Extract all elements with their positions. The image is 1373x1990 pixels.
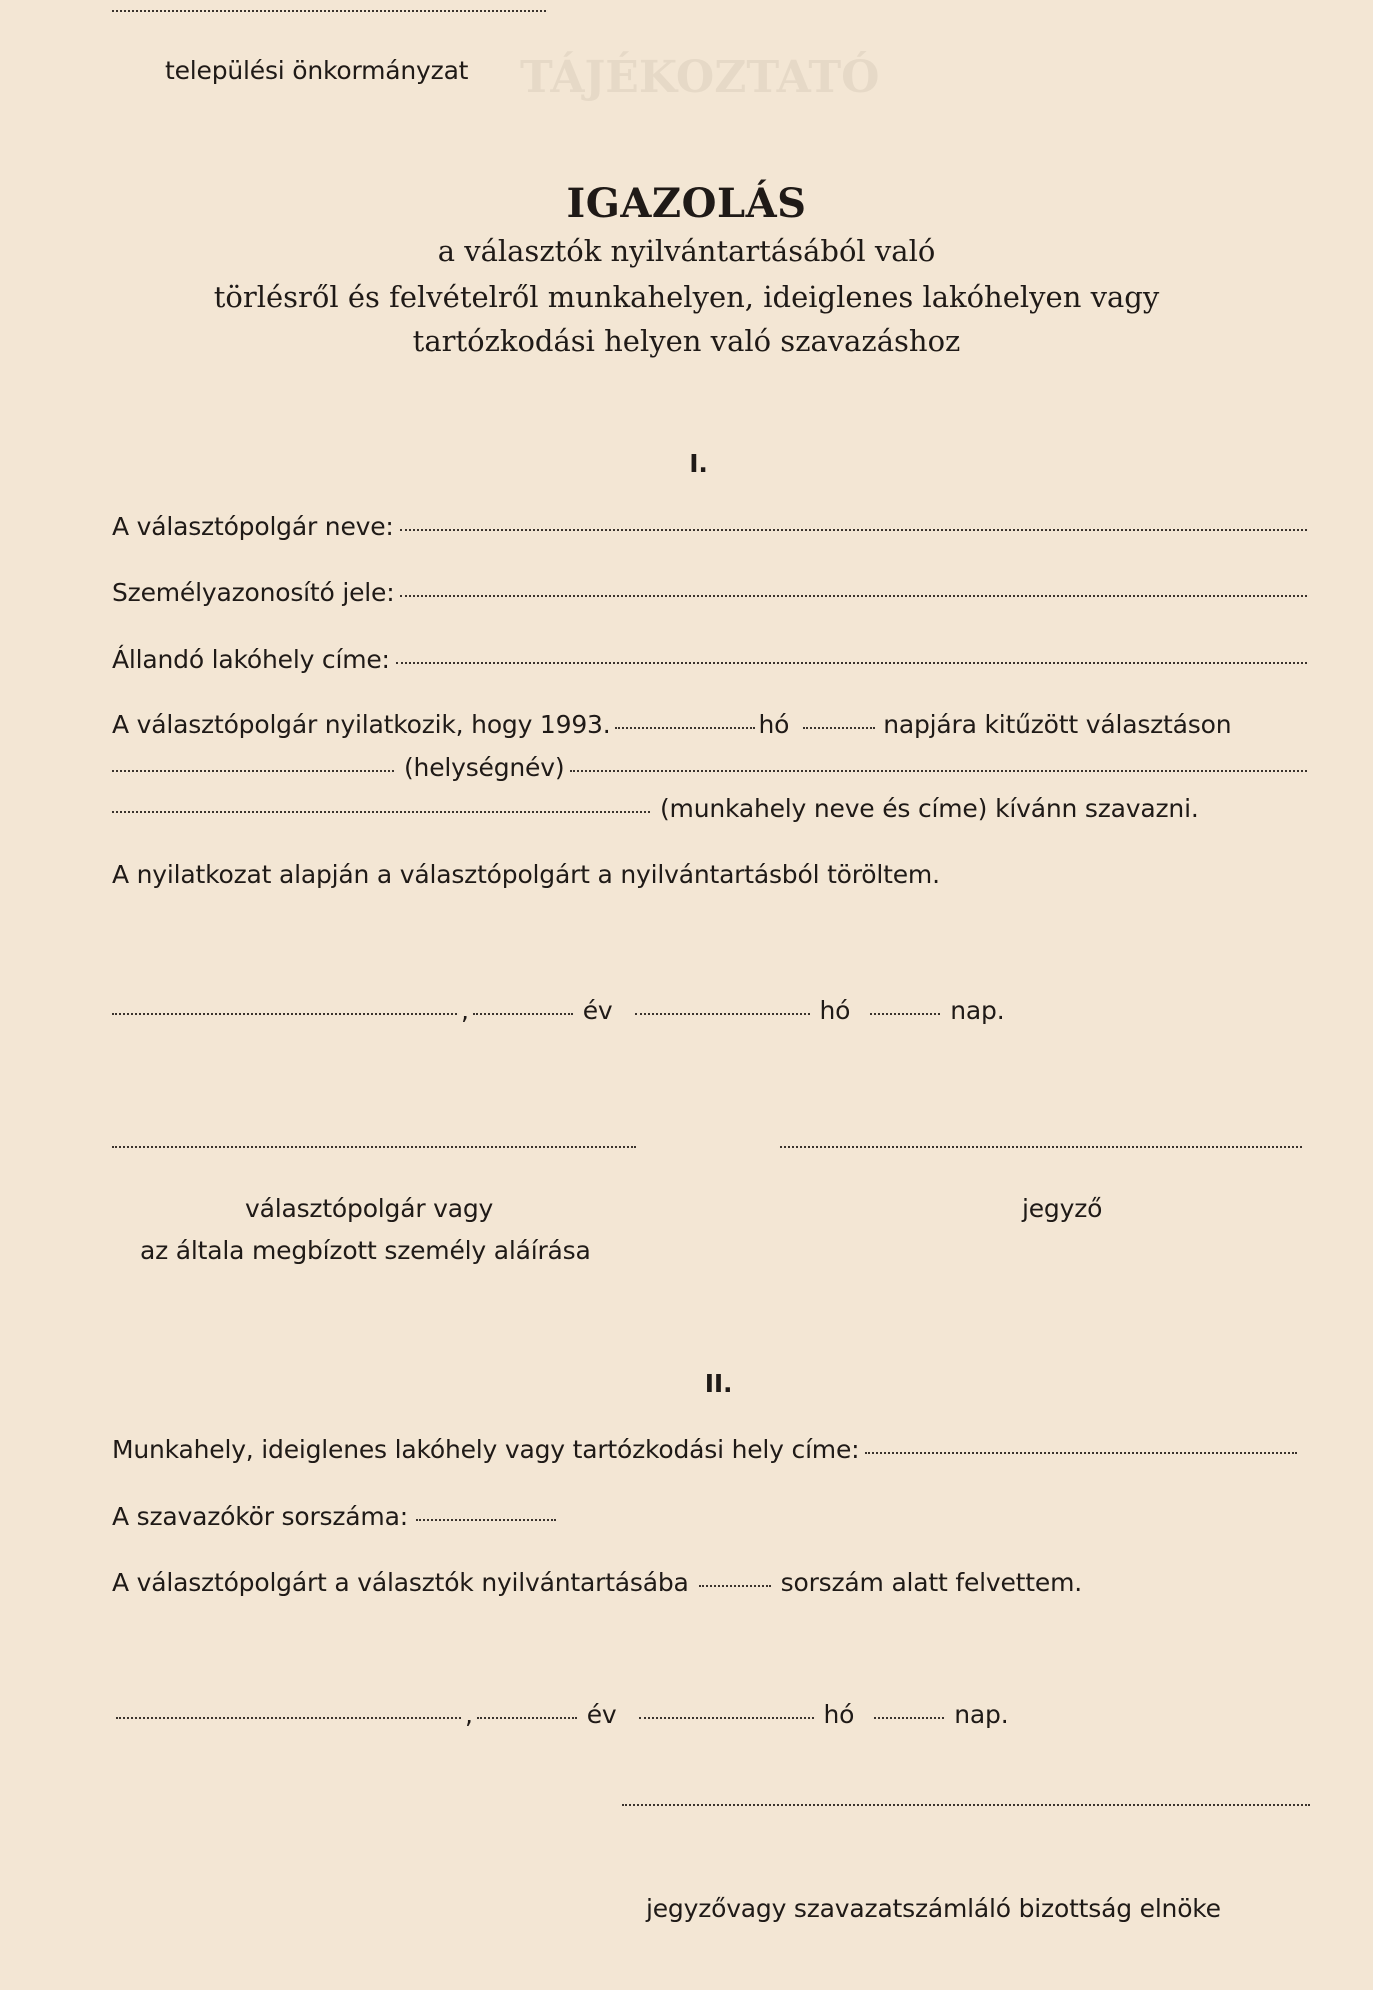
section-1-numeral: I. (689, 449, 708, 478)
temporary-address-row (112, 1435, 1303, 1464)
place-name-field[interactable] (112, 770, 394, 772)
voter-name-label: A választópolgár neve: (112, 512, 394, 541)
date1-month-field[interactable] (635, 1013, 810, 1015)
registrar-signature-line[interactable] (622, 1804, 1310, 1806)
registration-suffix: sorszám alatt felvettem. (780, 1568, 1082, 1597)
precinct-label: A szavazókör sorszáma: (112, 1502, 408, 1531)
registrar-signature-caption: jegyzővagy szavazatszámláló bizottság elnöke (646, 1894, 1221, 1923)
temporary-address-field[interactable] (865, 1452, 1297, 1454)
date2-year-label: év (586, 1700, 617, 1729)
workplace-field[interactable] (112, 811, 650, 813)
section-2-numeral: II. (704, 1369, 733, 1398)
date1-place-field[interactable] (112, 1013, 457, 1015)
section-2-date-row (112, 1700, 1313, 1729)
declaration-month-label: hó (758, 710, 790, 739)
declaration-row (112, 710, 1313, 739)
registration-prefix: A választópolgárt a választók nyilvántartásába (112, 1568, 689, 1597)
authority-name-line (112, 10, 546, 12)
declaration-month-field[interactable] (615, 727, 755, 729)
registration-number-field[interactable] (699, 1585, 771, 1587)
registration-row (112, 1568, 1313, 1597)
date1-year-label: év (582, 996, 613, 1025)
workplace-suffix: kívánn szavazni. (995, 794, 1199, 823)
permanent-address-row (112, 645, 1313, 674)
date2-year-field[interactable] (477, 1717, 577, 1719)
permanent-address-label: Állandó lakóhely címe: (112, 645, 390, 674)
show-through-text: TÁJÉKOZTATÓ (520, 52, 880, 103)
date1-comma: , (461, 996, 469, 1025)
declaration-suffix: napjára kitűzött választáson (883, 710, 1232, 739)
document-subtitle-line1: a választók nyilvántartásából való (437, 234, 936, 268)
notary-signature-line[interactable] (780, 1146, 1302, 1148)
date2-month-label: hó (823, 1700, 855, 1729)
date2-comma: , (465, 1700, 473, 1729)
document-subtitle-line2: törlésről és felvételről munkahelyen, ideiglenes lakóhelyen vagy (213, 280, 1160, 314)
date2-day-field[interactable] (874, 1717, 944, 1719)
date1-day-field[interactable] (870, 1013, 940, 1015)
voter-signature-caption-line2: az általa megbízott személy aláírása (140, 1236, 591, 1265)
precinct-row (112, 1502, 1313, 1531)
voter-id-label: Személyazonosító jele: (112, 578, 395, 607)
voter-id-field[interactable] (400, 595, 1307, 597)
section-1-date-row (112, 996, 1313, 1025)
date2-month-field[interactable] (639, 1717, 814, 1719)
voter-signature-line[interactable] (112, 1146, 636, 1148)
place-label: (helységnév) (404, 753, 565, 782)
permanent-address-field[interactable] (396, 662, 1307, 664)
date2-day-label: nap. (954, 1700, 1009, 1729)
document-title: IGAZOLÁS (566, 180, 807, 227)
voter-signature-caption-line1: választópolgár vagy (245, 1194, 494, 1223)
document-subtitle-line3: tartózkodási helyen való szavazáshoz (412, 324, 961, 358)
notary-signature-caption: jegyző (1022, 1194, 1103, 1223)
deletion-statement: A nyilatkozat alapján a választópolgárt a nyilvántartásból töröltem. (112, 860, 940, 889)
authority-label: települési önkormányzat (165, 56, 469, 85)
declaration-prefix: A választópolgár nyilatkozik, hogy 1993. (112, 710, 611, 739)
voter-name-field[interactable] (400, 529, 1307, 531)
precinct-field[interactable] (416, 1519, 556, 1521)
date1-year-field[interactable] (473, 1013, 573, 1015)
place-extra-field[interactable] (570, 770, 1307, 772)
workplace-row (112, 794, 1313, 823)
declaration-day-field[interactable] (803, 727, 875, 729)
place-row (112, 753, 1313, 782)
date2-place-field[interactable] (116, 1717, 461, 1719)
workplace-label: (munkahely neve és címe) (660, 794, 988, 823)
voter-name-row (112, 512, 1313, 541)
date1-day-label: nap. (950, 996, 1005, 1025)
voter-id-row (112, 578, 1313, 607)
temporary-address-label: Munkahely, ideiglenes lakóhely vagy tartózkodási hely címe: (112, 1435, 860, 1464)
date1-month-label: hó (819, 996, 851, 1025)
